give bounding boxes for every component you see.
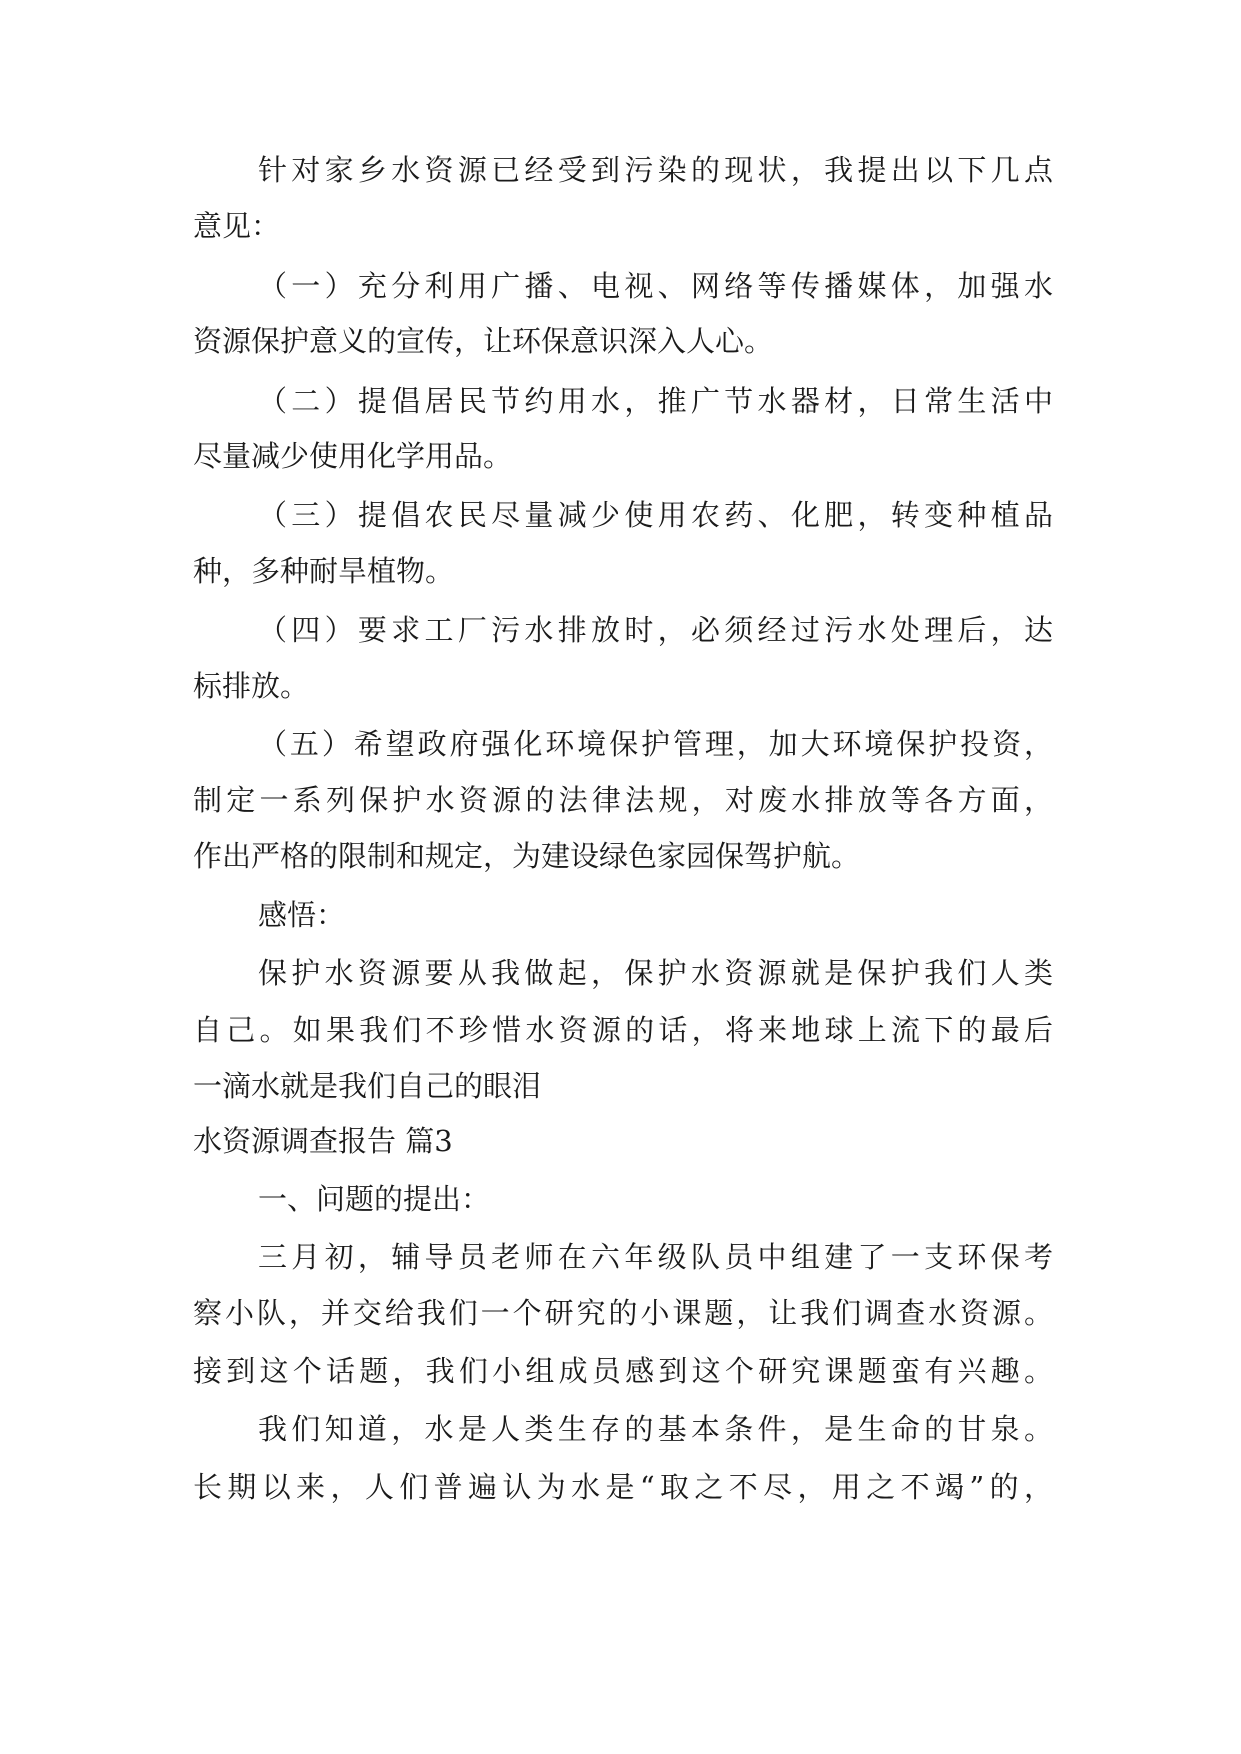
paragraph-line: 一滴水就是我们自己的眼泪 xyxy=(193,1069,542,1103)
paragraph-line: （四）要求工厂污水排放时，必须经过污水处理后，达 xyxy=(258,613,1053,647)
paragraph-line: 种，多种耐旱植物。 xyxy=(193,554,455,588)
paragraph-line: （五）希望政府强化环境保护管理，加大环境保护投资， xyxy=(258,727,1053,761)
paragraph-line: 自己。如果我们不珍惜水资源的话，将来地球上流下的最后 xyxy=(193,1013,1053,1047)
section-heading: 水资源调查报告 篇3 xyxy=(193,1124,453,1158)
paragraph-line: 标排放。 xyxy=(193,669,310,703)
paragraph-line: 接到这个话题，我们小组成员感到这个研究课题蛮有兴趣。 xyxy=(193,1354,1053,1388)
paragraph-line: 尽量减少使用化学用品。 xyxy=(193,439,513,473)
paragraph-line: 资源保护意义的宣传，让环保意识深入人心。 xyxy=(193,324,774,358)
paragraph-line: 制定一系列保护水资源的法律法规，对废水排放等各方面， xyxy=(193,783,1053,817)
paragraph-line: 我们知道，水是人类生存的基本条件，是生命的甘泉。 xyxy=(258,1412,1053,1446)
paragraph-line: 一、问题的提出： xyxy=(258,1182,491,1216)
paragraph-line: 作出严格的限制和规定，为建设绿色家园保驾护航。 xyxy=(193,839,861,873)
paragraph-line: 保护水资源要从我做起，保护水资源就是保护我们人类 xyxy=(258,956,1053,990)
paragraph-line: 针对家乡水资源已经受到污染的现状，我提出以下几点 xyxy=(258,153,1053,187)
paragraph-line: （一）充分利用广播、电视、网络等传播媒体，加强水 xyxy=(258,269,1053,303)
paragraph-line: 察小队，并交给我们一个研究的小课题，让我们调查水资源。 xyxy=(193,1296,1053,1330)
paragraph-line: 三月初，辅导员老师在六年级队员中组建了一支环保考 xyxy=(258,1240,1053,1274)
paragraph-line: 长期以来，人们普遍认为水是“取之不尽，用之不竭”的， xyxy=(193,1470,1053,1504)
paragraph-line: 感悟： xyxy=(258,898,346,932)
paragraph-line: （二）提倡居民节约用水，推广节水器材，日常生活中 xyxy=(258,384,1053,418)
paragraph-line: 意见： xyxy=(193,209,281,243)
paragraph-line: （三）提倡农民尽量减少使用农药、化肥，转变种植品 xyxy=(258,498,1053,532)
